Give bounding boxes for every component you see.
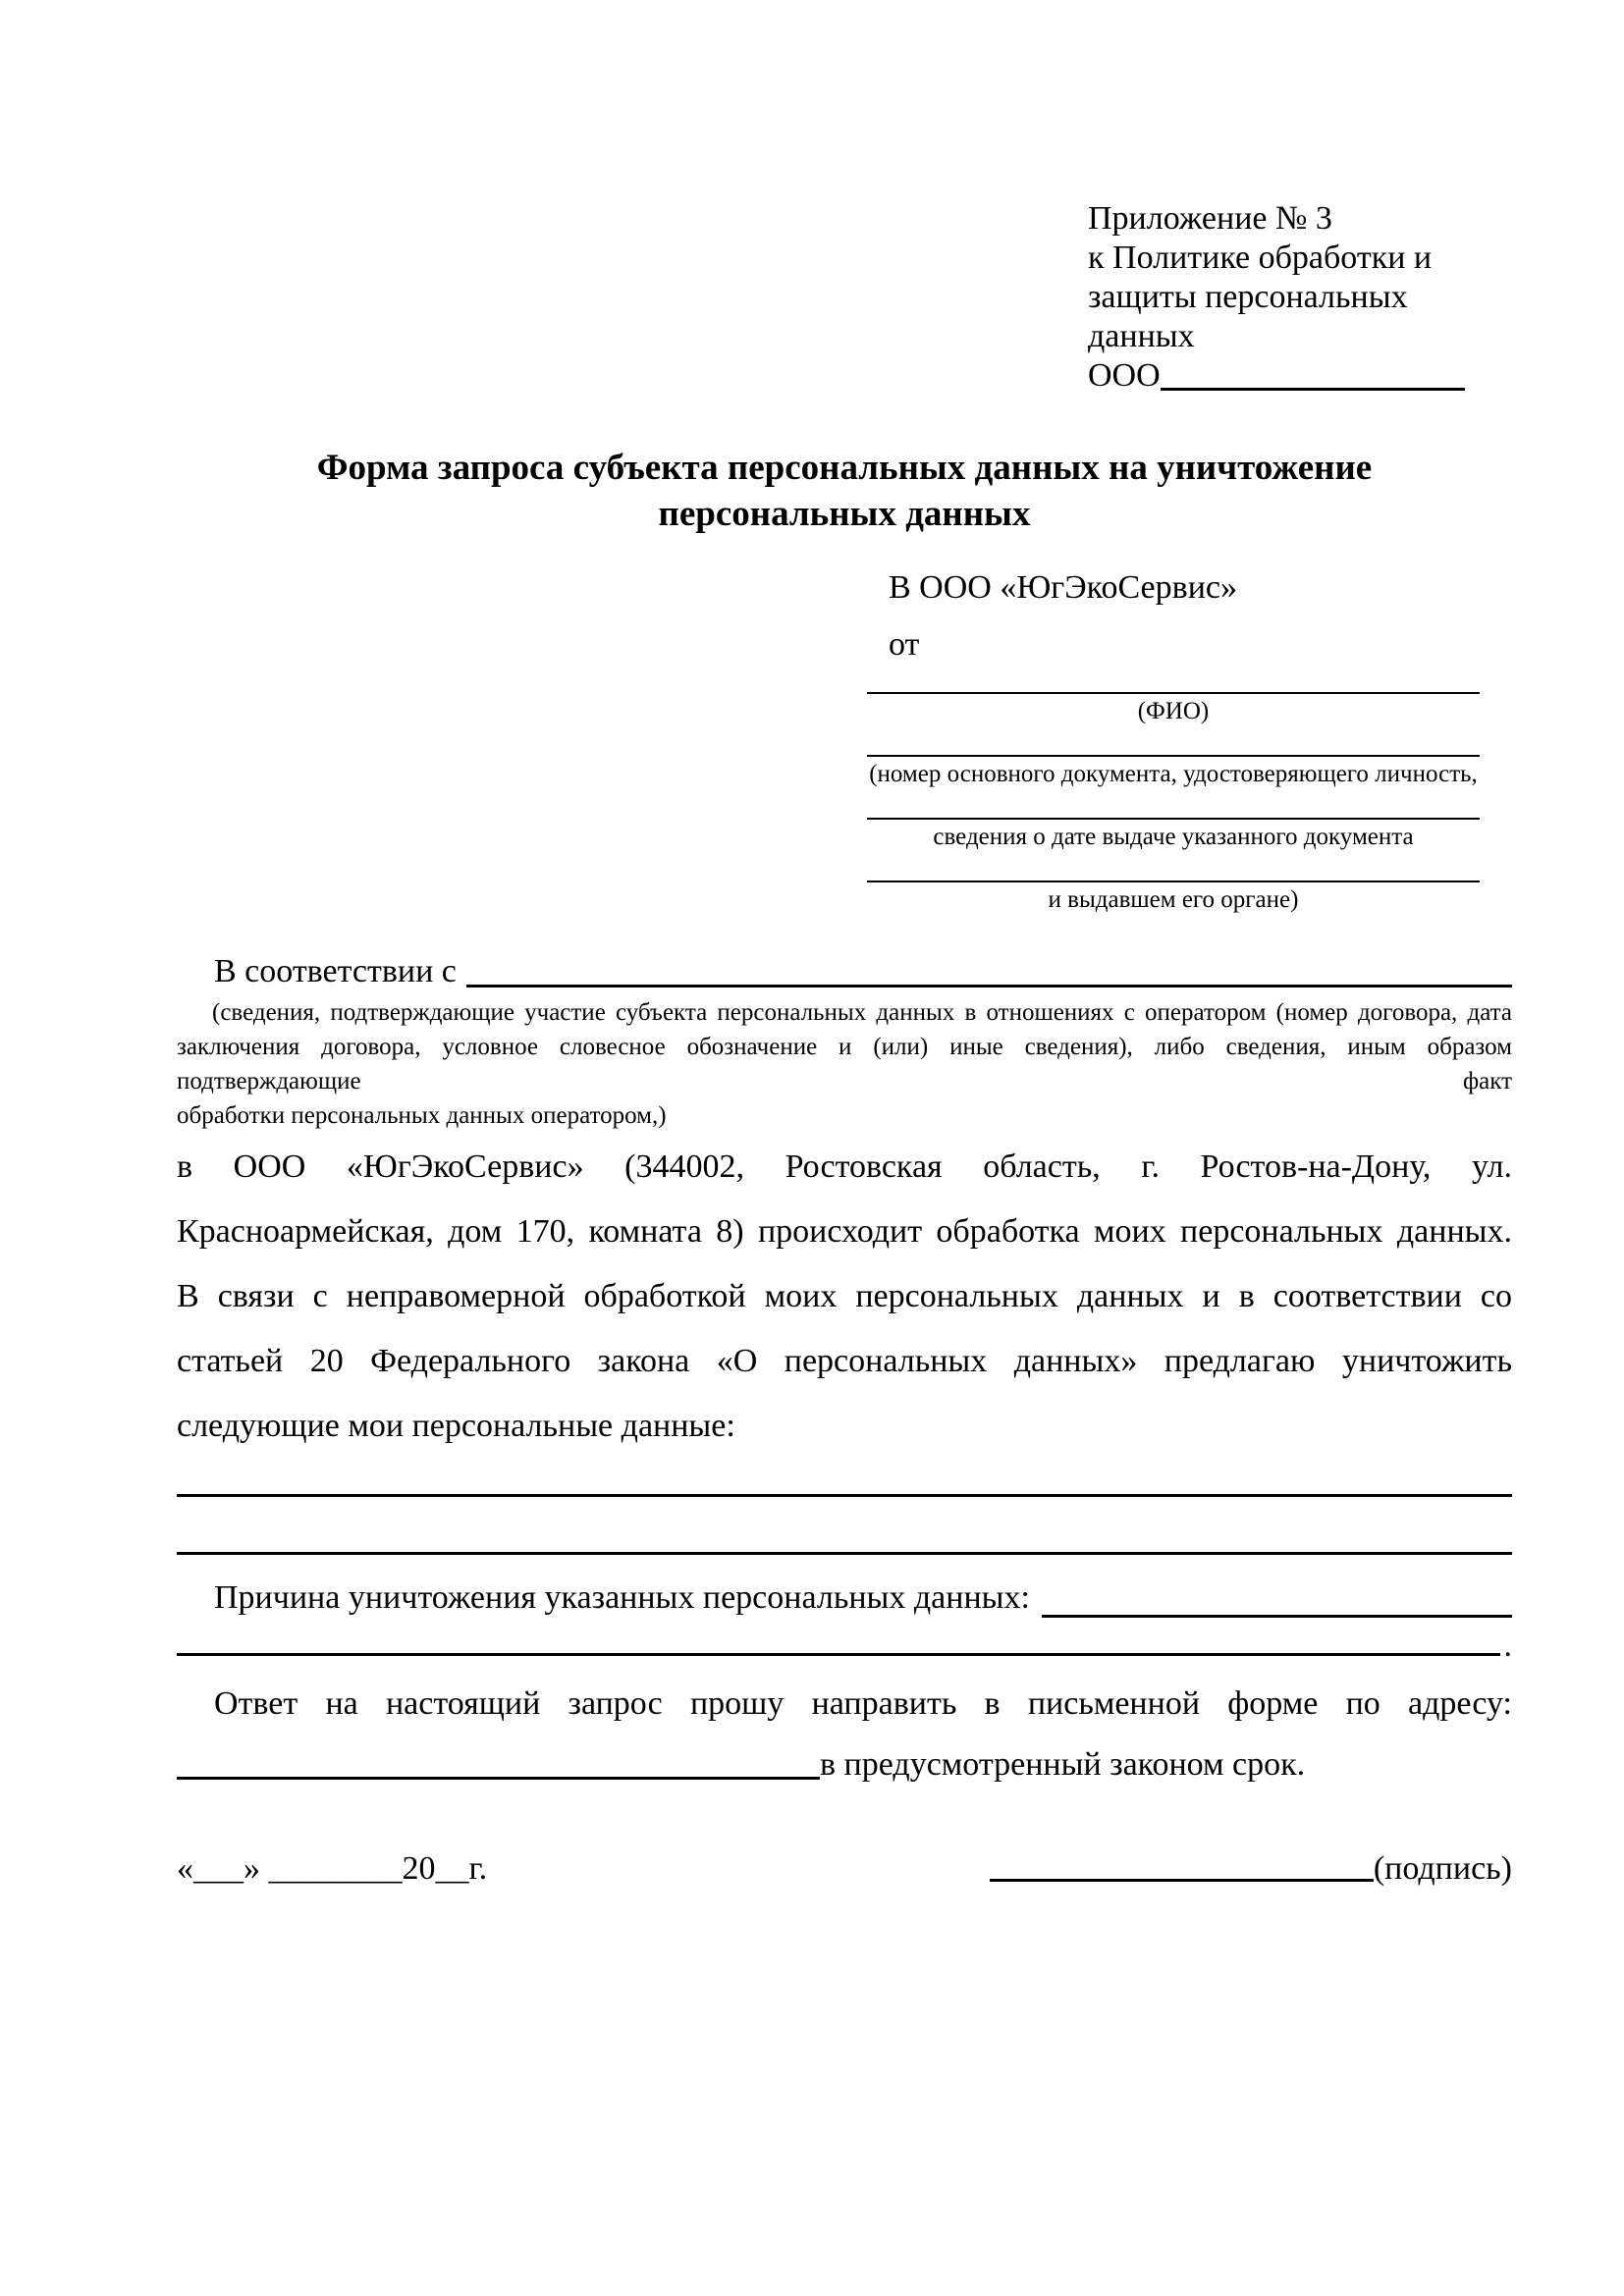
addressee-from: от: [889, 626, 920, 663]
issue-date-caption: сведения о дате выдаче указанного документа: [933, 824, 1414, 850]
personal-data-blank-line-1: [177, 1494, 1512, 1497]
footer-row: [177, 1847, 1512, 1891]
address-blank-line: [177, 1777, 820, 1780]
fine-print-line-3: обработки персональных данных оператором,): [177, 1102, 667, 1129]
fine-print-line-1: (сведения, подтверждающие участие субъекта персональных данных в отношениях с оператором (номер договора, дата: [212, 999, 1512, 1026]
reason-blank-line: [1042, 1571, 1512, 1618]
accordance-row: [177, 949, 1512, 993]
reason-label: Причина уничтожения указанных персональных данных:: [214, 1579, 1030, 1616]
issuing-authority-caption: и выдавшем его органе): [1048, 886, 1299, 913]
addressee-to: В ООО «ЮгЭкоСервис»: [889, 569, 1237, 606]
doc-number-blank-line: [867, 755, 1480, 757]
issue-date-blank-line: [867, 818, 1480, 820]
appendix-note: [1088, 199, 1483, 396]
accordance-lead: В соответствии с: [214, 953, 457, 989]
response-address-row: [177, 1739, 1512, 1790]
date-line: «___» ________20__г.: [177, 1850, 488, 1887]
request-body: [177, 1135, 1512, 1459]
appendix-line-1: Приложение № 3: [1088, 200, 1332, 237]
body-line-4: статьей 20 Федерального закона «О персональных данных» предлагаю уничтожить: [177, 1343, 1512, 1379]
reason-row: [177, 1571, 1512, 1626]
org-name-blank-line: [1161, 356, 1465, 391]
fio-blank-line: [867, 692, 1480, 694]
body-line-1: в ООО «ЮгЭкоСервис» (344002, Ростовская область, г. Ростов-на-Дону, ул.: [177, 1148, 1512, 1185]
page-title: [177, 445, 1512, 537]
body-line-5: следующие мои персональные данные:: [177, 1408, 735, 1444]
issuing-authority-blank-line: [867, 881, 1480, 882]
signature-blank-line: [990, 1879, 1374, 1882]
response-tail: в предусмотренный законом срок.: [820, 1746, 1306, 1783]
fine-print-line-2: заключения договора, условное словесное обозначение и (или) иные сведения), либо сведения, иным образом подтверждающие факт: [177, 1034, 1512, 1095]
addressee-block: [867, 568, 1480, 912]
org-name-row: [1088, 356, 1483, 396]
fio-caption: (ФИО): [1137, 698, 1210, 724]
page-title-line-2: персональных данных: [658, 494, 1031, 534]
signature-caption: (подпись): [1373, 1850, 1512, 1887]
personal-data-blank-line-2: [177, 1552, 1512, 1555]
appendix-line-2: к Политике обработки и: [1088, 240, 1433, 276]
body-line-2: Красноармейская, дом 170, комната 8) происходит обработка моих персональных данных.: [177, 1213, 1512, 1250]
sentence-period: .: [1503, 1628, 1512, 1664]
reason-continuation-row: [177, 1626, 1512, 1663]
appendix-line-3: защиты персональных данных: [1088, 279, 1408, 354]
response-text: Ответ на настоящий запрос прошу направить в письменной форме по адресу:: [214, 1685, 1512, 1722]
page-title-line-1: Форма запроса субъекта персональных данных на уничтожение: [316, 448, 1373, 488]
org-label: ООО: [1088, 357, 1161, 394]
doc-number-caption: (номер основного документа, удостоверяющего личность,: [869, 761, 1478, 787]
reason-continuation-blank-line: [177, 1653, 1500, 1656]
body-line-3: В связи с неправомерной обработкой моих персональных данных и в соответствии со: [177, 1278, 1512, 1314]
accordance-blank-line: [466, 949, 1512, 988]
signature-group: [990, 1847, 1512, 1891]
fine-print-note: [177, 995, 1512, 1133]
